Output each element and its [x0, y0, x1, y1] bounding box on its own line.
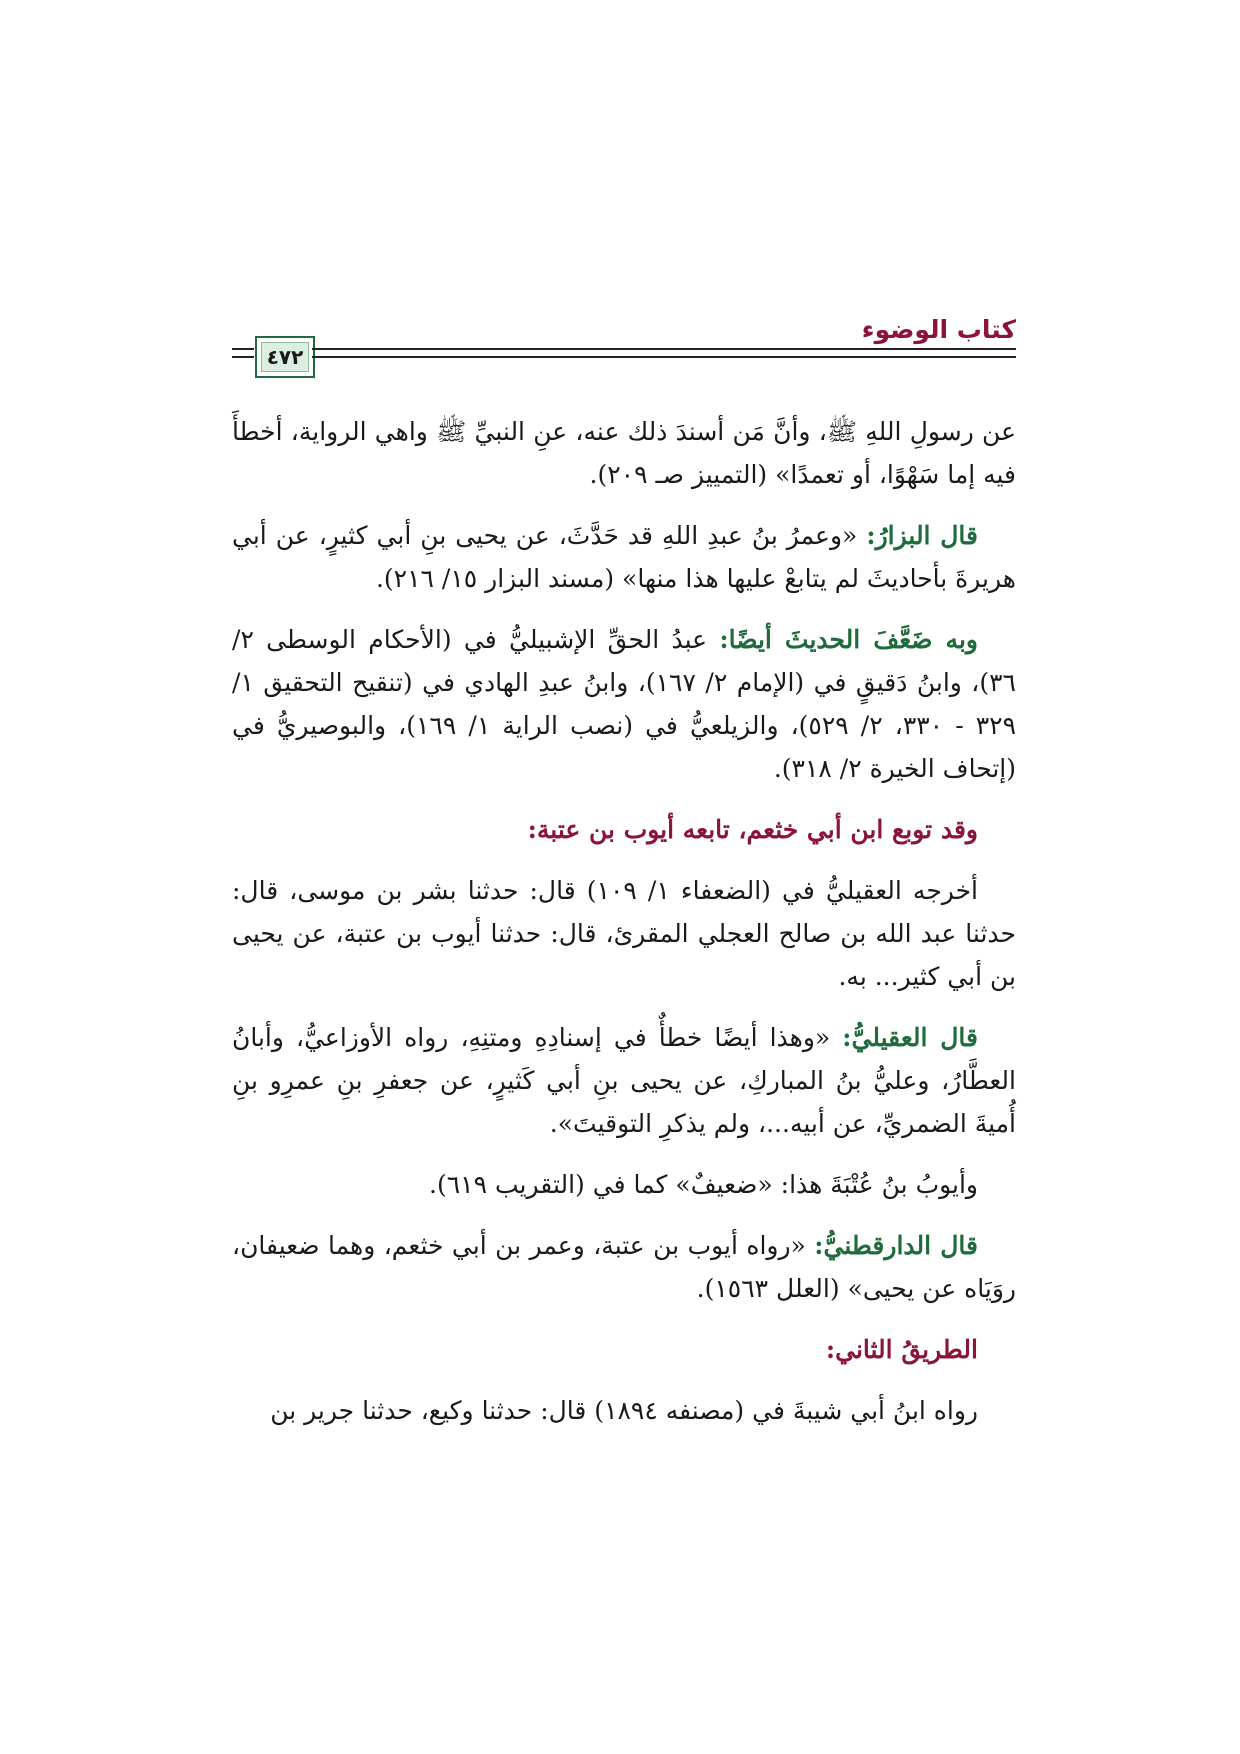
paragraph-text: وأيوبُ بنُ عُتْبَةَ هذا: «ضعيفٌ» كما في (التقريب ٦١٩). [429, 1170, 978, 1199]
speaker-label: قال البزارُ: [866, 521, 978, 550]
paragraph-text: عبدُ الحقِّ الإشبيليُّ في (الأحكام الوسطى ٢/ ٣٦)، وابنُ دَقيقٍ في (الإمام ٢/ ١٦٧)، وابنُ عبدِ الهادي في (تنقيح التحقيق ١/ ٣٢٩ - ٣٣٠، ٢/ ٥٢٩)، والزيلعيُّ في (نصب الراية ١/ ١٦٩)، والبوصيريُّ في (إتحاف الخيرة ٢/ ٣١٨). [232, 625, 1017, 783]
header-rule-top-left [232, 348, 254, 350]
page-number: ٤٧٢ [261, 342, 309, 372]
speaker-label: قال الدارقطنيُّ: [814, 1231, 978, 1260]
header-rule-top-right [312, 348, 1016, 350]
page-header [232, 315, 1016, 395]
speaker-label: قال العقيليُّ: [842, 1023, 979, 1052]
subheading-1 [232, 808, 1016, 851]
paragraph-7 [232, 1163, 1016, 1206]
chapter-title: كتاب الوضوء [861, 315, 1016, 344]
paragraph-5 [232, 869, 1016, 998]
page-number-frame [255, 336, 315, 378]
subheading-text: الطريقُ الثاني: [825, 1335, 978, 1364]
paragraph-8 [232, 1224, 1016, 1310]
subheading-2 [232, 1328, 1016, 1371]
paragraph-text: أخرجه العقيليُّ في (الضعفاء ١/ ١٠٩) قال: حدثنا بشر بن موسى، قال: حدثنا عبد الله بن صالح العجلي المقرئ، قال: حدثنا أيوب بن عتبة، عن يحيى بن أبي كثير... به. [232, 876, 1016, 991]
body-text [232, 410, 1016, 1450]
header-rule-bottom-right [312, 356, 1016, 358]
paragraph-text: «رواه أيوب بن عتبة، وعمر بن أبي خثعم، وهما ضعيفان، روَيَاه عن يحيى» (العلل ١٥٦٣). [232, 1231, 1016, 1303]
paragraph-3 [232, 618, 1016, 790]
paragraph-2 [232, 514, 1016, 600]
paragraph-1 [232, 410, 1016, 496]
paragraph-6 [232, 1016, 1016, 1145]
speaker-label: وبه ضَعَّفَ الحديثَ أيضًا: [719, 625, 978, 654]
paragraph-10 [232, 1389, 1016, 1432]
paragraph-text: رواه ابنُ أبي شيبةَ في (مصنفه ١٨٩٤) قال: حدثنا وكيع، حدثنا جرير بن [270, 1396, 978, 1425]
subheading-text: وقد توبع ابن أبي خثعم، تابعه أيوب بن عتبة: [527, 815, 978, 844]
paragraph-text: «وعمرُ بنُ عبدِ اللهِ قد حَدَّثَ، عن يحيى بنِ أبي كثيرٍ، عن أبي هريرةَ بأحاديثَ لم يتابعْ عليها هذا منها» (مسند البزار ١٥/ ٢١٦). [232, 521, 1016, 593]
header-rule-bottom-left [232, 356, 254, 358]
paragraph-text: عن رسولِ اللهِ ﷺ، وأنَّ مَن أسندَ ذلك عنه، عنِ النبيِّ ﷺ واهي الرواية، أخطأَ فيه إما سَهْوًا، أو تعمدًا» (التمييز صـ ٢٠٩). [232, 417, 1016, 489]
paragraph-text: «وهذا أيضًا خطأٌ في إسنادِهِ ومتنِهِ، رواه الأوزاعيُّ، وأبانُ العطَّارُ، وعليُّ بنُ المباركِ، عن يحيى بنِ أبي كَثيرٍ، عن جعفرِ بنِ عمرِو بنِ أُميةَ الضمريِّ، عن أبيه...، ولم يذكرِ التوقيتَ». [232, 1023, 1016, 1138]
